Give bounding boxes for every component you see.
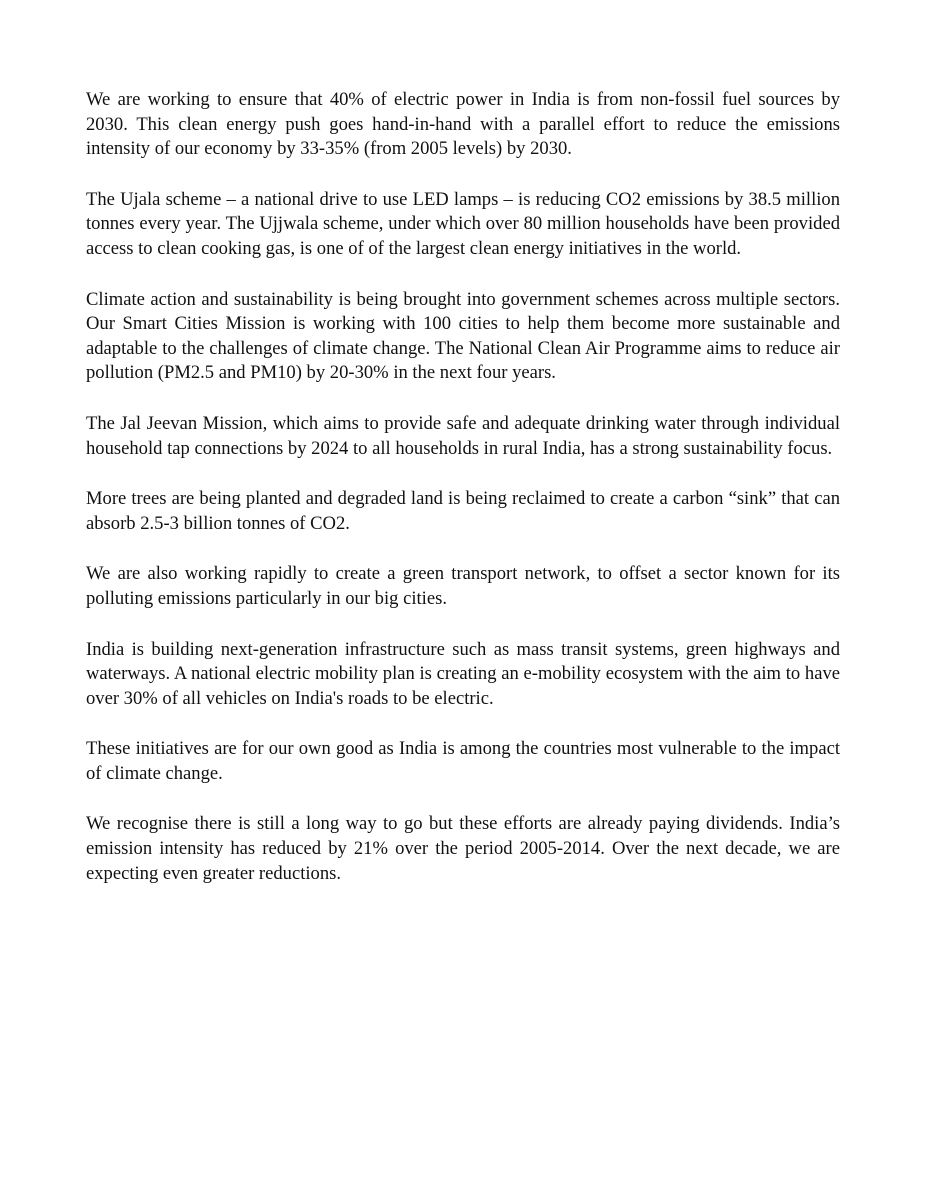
paragraph-emission-intensity-reduction: We recognise there is still a long way to go but these efforts are already paying dividends. India’s emission intensity has reduced by 21% over the period 2005-2014. Over the next decade, we are expecting even greater reductions. [86, 813, 840, 884]
document-body [86, 88, 840, 886]
paragraph-climate-action-schemes: Climate action and sustainability is being brought into government schemes across multiple sectors. Our Smart Cities Mission is working with 100 cities to help them become more sustainable and adaptable to the challenges of climate change. The National Clean Air Programme aims to reduce air pollution (PM2.5 and PM10) by 20-30% in the next four years. [86, 288, 840, 384]
paragraph-vulnerability: These initiatives are for our own good as India is among the countries most vulnerable to the impact of climate change. [86, 738, 840, 784]
paragraph-jal-jeevan-mission: The Jal Jeevan Mission, which aims to provide safe and adequate drinking water through individual household tap connections by 2024 to all households in rural India, has a strong sustainability focus. [86, 412, 840, 459]
paragraph-green-transport: We are also working rapidly to create a green transport network, to offset a sector known for its polluting emissions particularly in our big cities. [86, 563, 840, 609]
paragraph-carbon-sink: More trees are being planted and degraded land is being reclaimed to create a carbon “sink” that can absorb 2.5-3 billion tonnes of CO2. [86, 488, 840, 534]
paragraph-ujala-ujjwala: The Ujala scheme – a national drive to use LED lamps – is reducing CO2 emissions by 38.5 million tonnes every year. The Ujjwala scheme, under which over 80 million households have been provided access to clean cooking gas, is one of of the largest clean energy initiatives in the world. [86, 188, 840, 259]
paragraph-non-fossil-target: We are working to ensure that 40% of electric power in India is from non-fossil fuel sources by 2030. This clean energy push goes hand-in-hand with a parallel effort to reduce the emissions intensity of our economy by 33-35% (from 2005 levels) by 2030. [86, 89, 840, 160]
paragraph-infrastructure-e-mobility: India is building next-generation infrastructure such as mass transit systems, green highways and waterways. A national electric mobility plan is creating an e-mobility ecosystem with the aim to have over 30% of all vehicles on India's roads to be electric. [86, 638, 840, 709]
